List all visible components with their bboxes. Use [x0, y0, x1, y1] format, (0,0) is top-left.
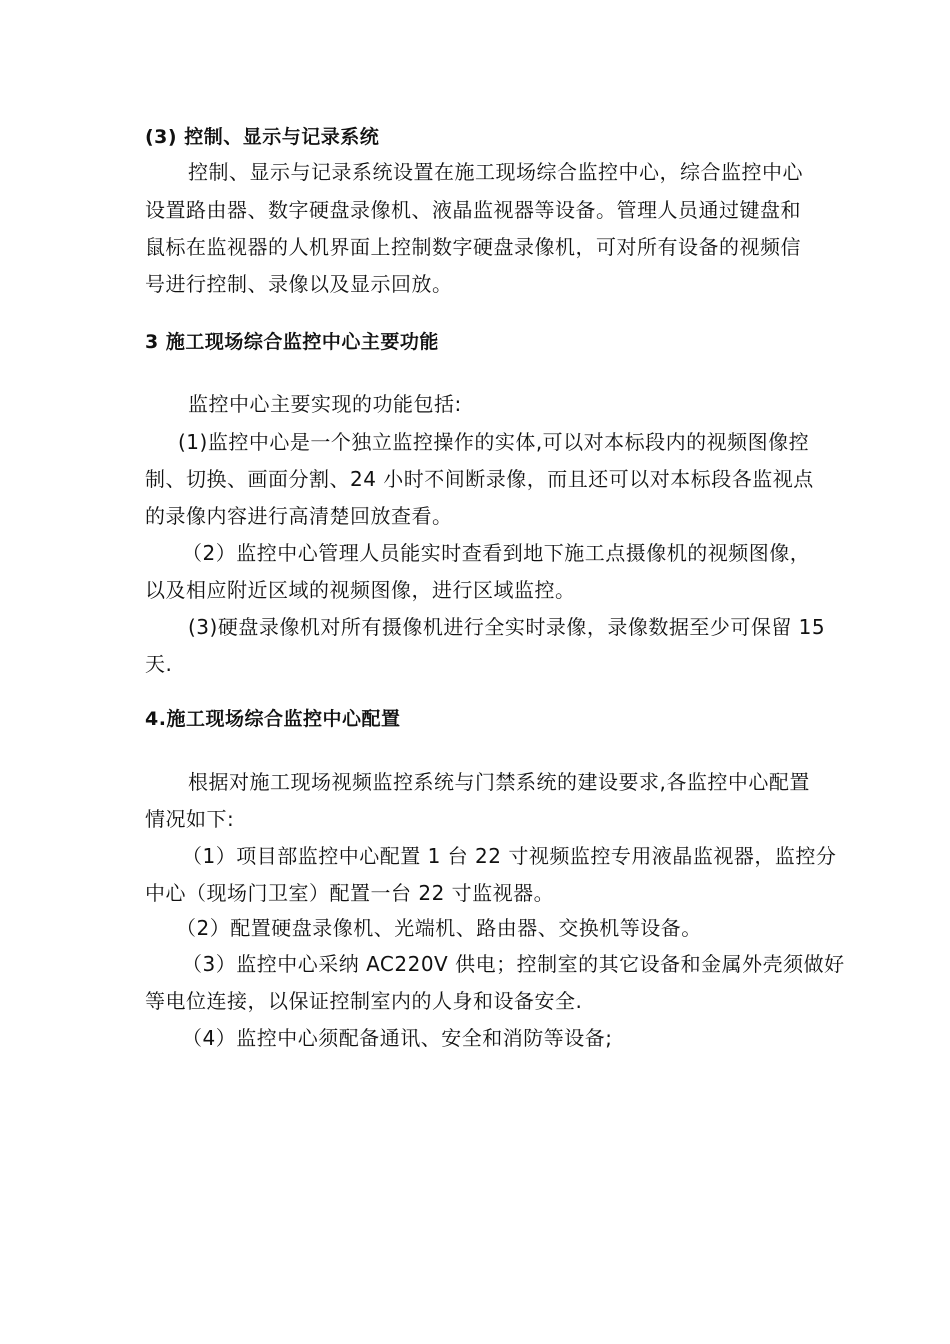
- paragraph-line: 天.: [145, 652, 173, 676]
- section-heading-center-configuration: 4.施工现场综合监控中心配置: [145, 708, 401, 730]
- paragraph-line: （2）监控中心管理人员能实时查看到地下施工点摄像机的视频图像，: [182, 541, 811, 565]
- paragraph-line: 等电位连接，以保证控制室内的人身和设备安全.: [145, 989, 583, 1013]
- paragraph-line: 号进行控制、录像以及显示回放。: [145, 272, 453, 296]
- paragraph-line: 根据对施工现场视频监控系统与门禁系统的建设要求,各监控中心配置: [188, 770, 810, 794]
- paragraph-line: 监控中心主要实现的功能包括:: [188, 392, 462, 416]
- paragraph-line: 以及相应附近区域的视频图像，进行区域监控。: [145, 578, 576, 602]
- paragraph-line: (1)监控中心是一个独立监控操作的实体,可以对本标段内的视频图像控: [178, 430, 810, 454]
- paragraph-line: （2）配置硬盘录像机、光端机、路由器、交换机等设备。: [176, 916, 702, 940]
- paragraph-line: 鼠标在监视器的人机界面上控制数字硬盘录像机，可对所有设备的视频信: [145, 235, 801, 259]
- paragraph-line: 情况如下:: [145, 807, 235, 831]
- paragraph-line: 制、切换、画面分割、24 小时不间断录像，而且还可以对本标段各监视点: [145, 467, 814, 491]
- paragraph-line: （4）监控中心须配备通讯、安全和消防等设备;: [182, 1026, 613, 1050]
- paragraph-line: （1）项目部监控中心配置 1 台 22 寸视频监控专用液晶监视器，监控分: [182, 844, 837, 868]
- paragraph-line: 设置路由器、数字硬盘录像机、液晶监视器等设备。管理人员通过键盘和: [145, 198, 801, 222]
- paragraph-line: （3）监控中心采纳 AC220V 供电；控制室的其它设备和金属外壳须做好: [182, 952, 845, 976]
- section-heading-main-functions: 3 施工现场综合监控中心主要功能: [145, 331, 439, 353]
- paragraph-line: 控制、显示与记录系统设置在施工现场综合监控中心，综合监控中心: [188, 160, 803, 184]
- paragraph-line: 中心（现场门卫室）配置一台 22 寸监视器。: [145, 881, 555, 905]
- paragraph-line: 的录像内容进行高清楚回放查看。: [145, 504, 453, 528]
- paragraph-line: (3)硬盘录像机对所有摄像机进行全实时录像，录像数据至少可保留 15: [188, 615, 826, 639]
- section-heading-control-display-record: (3) 控制、显示与记录系统: [145, 126, 380, 148]
